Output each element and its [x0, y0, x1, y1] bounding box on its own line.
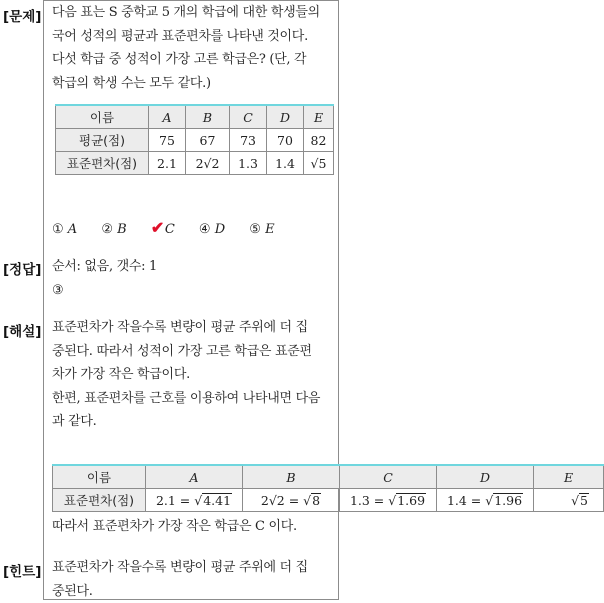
- sd-label: 표준편차(점): [56, 152, 149, 175]
- choice-label: C: [164, 222, 175, 237]
- choice-number: ②: [101, 222, 113, 237]
- hint-text: [52, 556, 336, 603]
- explanation-conclusion: [52, 515, 336, 539]
- sd-C-cell: 1.3 = √1.69: [340, 489, 437, 512]
- explanation-table: [52, 464, 604, 512]
- choice-2[interactable]: [101, 222, 126, 237]
- checkmark-icon: ✔: [150, 218, 165, 237]
- answer-choices: [52, 218, 295, 237]
- header-E: E: [304, 105, 334, 129]
- choice-3[interactable]: [151, 218, 175, 237]
- table-row: [56, 129, 334, 152]
- mean-E: 82: [304, 129, 334, 152]
- header-E: E: [534, 465, 604, 489]
- sd-value: 1.3 =: [349, 492, 385, 508]
- hint-tag: [힌트]: [3, 564, 42, 580]
- header-A: A: [146, 465, 243, 489]
- mean-A: 75: [149, 129, 186, 152]
- choice-number: ④: [198, 222, 211, 237]
- sd-B-cell: 2√2 = √8: [243, 489, 340, 512]
- problem-text: [52, 1, 336, 95]
- header-C: C: [340, 465, 437, 489]
- header-name: 이름: [53, 465, 146, 489]
- hint-line: 중된다.: [52, 583, 93, 599]
- sd-E-cell: √5: [534, 489, 604, 512]
- header-B: B: [185, 105, 229, 129]
- choice-number: ⑤: [249, 222, 261, 237]
- table-header-row: [56, 105, 334, 129]
- explanation-line: 차가 가장 작은 학급이다.: [52, 367, 190, 382]
- sd-value: 1.4 =: [446, 492, 482, 508]
- header-B: B: [243, 465, 340, 489]
- choice-label: B: [117, 222, 127, 237]
- mean-label: 평균(점): [56, 129, 149, 152]
- choice-5[interactable]: [249, 222, 274, 237]
- choice-number: ①: [52, 222, 64, 237]
- header-A: A: [149, 105, 186, 129]
- sd-value: 2√2 =: [260, 492, 300, 508]
- table-row: [56, 152, 334, 175]
- sd-A: 2.1: [149, 152, 186, 175]
- sd-B: 2√2: [185, 152, 229, 175]
- problem-tag: [문제]: [3, 9, 42, 25]
- header-name: 이름: [56, 105, 149, 129]
- hint-line: 표준편차가 작을수록 변량이 평균 주위에 더 집: [52, 560, 308, 575]
- explanation-line: 과 같다.: [52, 414, 97, 429]
- radicand: 1.69: [397, 492, 426, 508]
- choice-label: E: [265, 222, 275, 237]
- radicand: 5: [580, 492, 588, 508]
- header-C: C: [230, 105, 267, 129]
- explanation-tag: [해설]: [3, 324, 42, 340]
- explanation-line: 한편, 표준편차를 근호를 이용하여 나타내면 다음: [52, 390, 321, 406]
- radicand: 1.96: [494, 492, 523, 508]
- problem-line: 다섯 학급 중 성적이 가장 고른 학급은? (단, 각: [52, 52, 307, 67]
- choice-label: D: [214, 222, 226, 237]
- choice-1[interactable]: [52, 222, 77, 237]
- sd-E: √5: [304, 152, 334, 175]
- mean-C: 73: [230, 129, 267, 152]
- answer-block: [52, 255, 336, 302]
- answer-meta: 순서: 없음, 갯수: 1: [52, 259, 158, 274]
- answer-tag: [정답]: [3, 262, 42, 278]
- conclusion-line: 따라서 표준편차가 가장 작은 학급은 C 이다.: [52, 519, 297, 534]
- sd-D-cell: 1.4 = √1.96: [437, 489, 534, 512]
- problem-line: 국어 성적의 평균과 표준편차를 나타낸 것이다.: [52, 28, 308, 44]
- table-header-row: [53, 465, 604, 489]
- sd-A-cell: 2.1 = √4.41: [146, 489, 243, 512]
- problem-line: 다음 표는 S 중학교 5 개의 학급에 대한 학생들의: [52, 5, 320, 20]
- explanation-line: 중된다. 따라서 성적이 가장 고른 학급은 표준편: [52, 343, 312, 359]
- choice-4[interactable]: [199, 222, 225, 237]
- problem-table: [55, 104, 334, 175]
- table-row: [53, 489, 604, 512]
- problem-line: 학급의 학생 수는 모두 같다.): [52, 75, 211, 91]
- explanation-text: [52, 316, 336, 434]
- mean-B: 67: [185, 129, 229, 152]
- header-D: D: [267, 105, 304, 129]
- sd-label: 표준편차(점): [53, 489, 146, 512]
- header-D: D: [437, 465, 534, 489]
- sd-C: 1.3: [230, 152, 267, 175]
- mean-D: 70: [267, 129, 304, 152]
- radicand: 4.41: [203, 492, 232, 508]
- radicand: 8: [312, 492, 321, 508]
- sd-value: 2.1 =: [155, 492, 191, 508]
- sd-D: 1.4: [267, 152, 304, 175]
- choice-label: A: [67, 222, 78, 237]
- explanation-line: 표준편차가 작을수록 변량이 평균 주위에 더 집: [52, 320, 308, 335]
- answer-value: ③: [52, 282, 64, 298]
